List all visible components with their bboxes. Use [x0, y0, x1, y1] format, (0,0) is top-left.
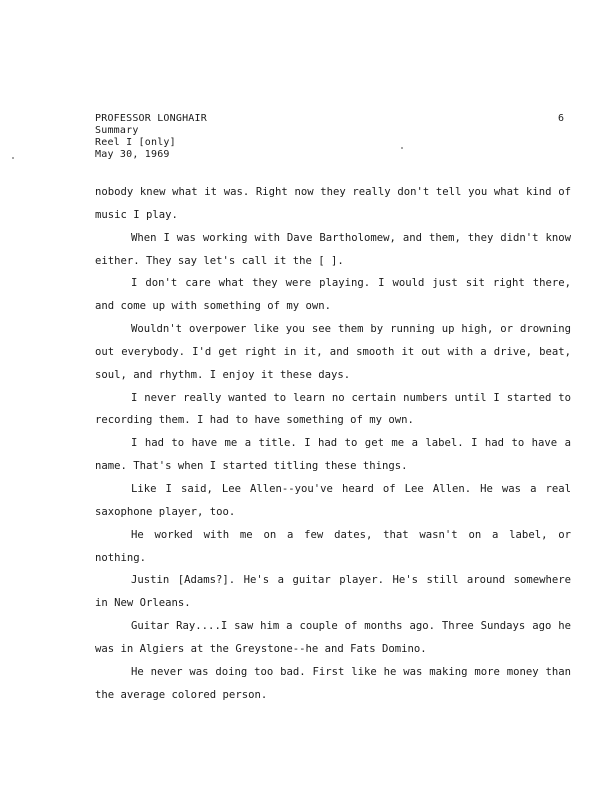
paragraph: Guitar Ray....I saw him a couple of months ago. Three Sundays ago he was in Algiers at the Greystone--he and Fats Domino.	[95, 620, 571, 655]
document-type: Summary	[95, 125, 139, 136]
paragraph: I never really wanted to learn no certain numbers until I started to recording them. I had to have something of my own.	[95, 391, 571, 427]
transcript-body	[95, 181, 571, 706]
paragraph: Wouldn't overpower like you see them by running up high, or drowning out everybody. I'd get right in it, and smooth it out with a drive, beat, soul, and rhythm. I enjoy it these days.	[95, 323, 571, 381]
document-header	[95, 113, 207, 161]
paragraph: He worked with me on a few dates, that wasn't on a label, or nothing.	[95, 528, 571, 564]
scan-speck	[12, 157, 14, 159]
paragraph: He never was doing too bad. First like he was making more money than the average colored person.	[95, 665, 571, 701]
paragraph: Like I said, Lee Allen--you've heard of Lee Allen. He was a real saxophone player, too.	[95, 482, 571, 518]
paragraph: When I was working with Dave Bartholomew, and them, they didn't know either. They say let's call it the [ ].	[95, 231, 571, 267]
paragraph: Justin [Adams?]. He's a guitar player. He's still around somewhere in New Orleans.	[95, 574, 571, 610]
interview-date: May 30, 1969	[95, 149, 170, 160]
scan-speck	[401, 147, 403, 149]
paragraph: I had to have me a title. I had to get me a label. I had to have a name. That's when I started titling these things.	[95, 437, 571, 473]
page-number: 6	[558, 113, 565, 124]
paragraph: I don't care what they were playing. I would just sit right there, and come up with something of my own.	[95, 277, 571, 313]
reel-label: Reel I [only]	[95, 137, 176, 148]
paragraph: nobody knew what it was. Right now they really don't tell you what kind of music I play.	[95, 186, 571, 221]
interviewee-name: PROFESSOR LONGHAIR	[95, 113, 207, 124]
